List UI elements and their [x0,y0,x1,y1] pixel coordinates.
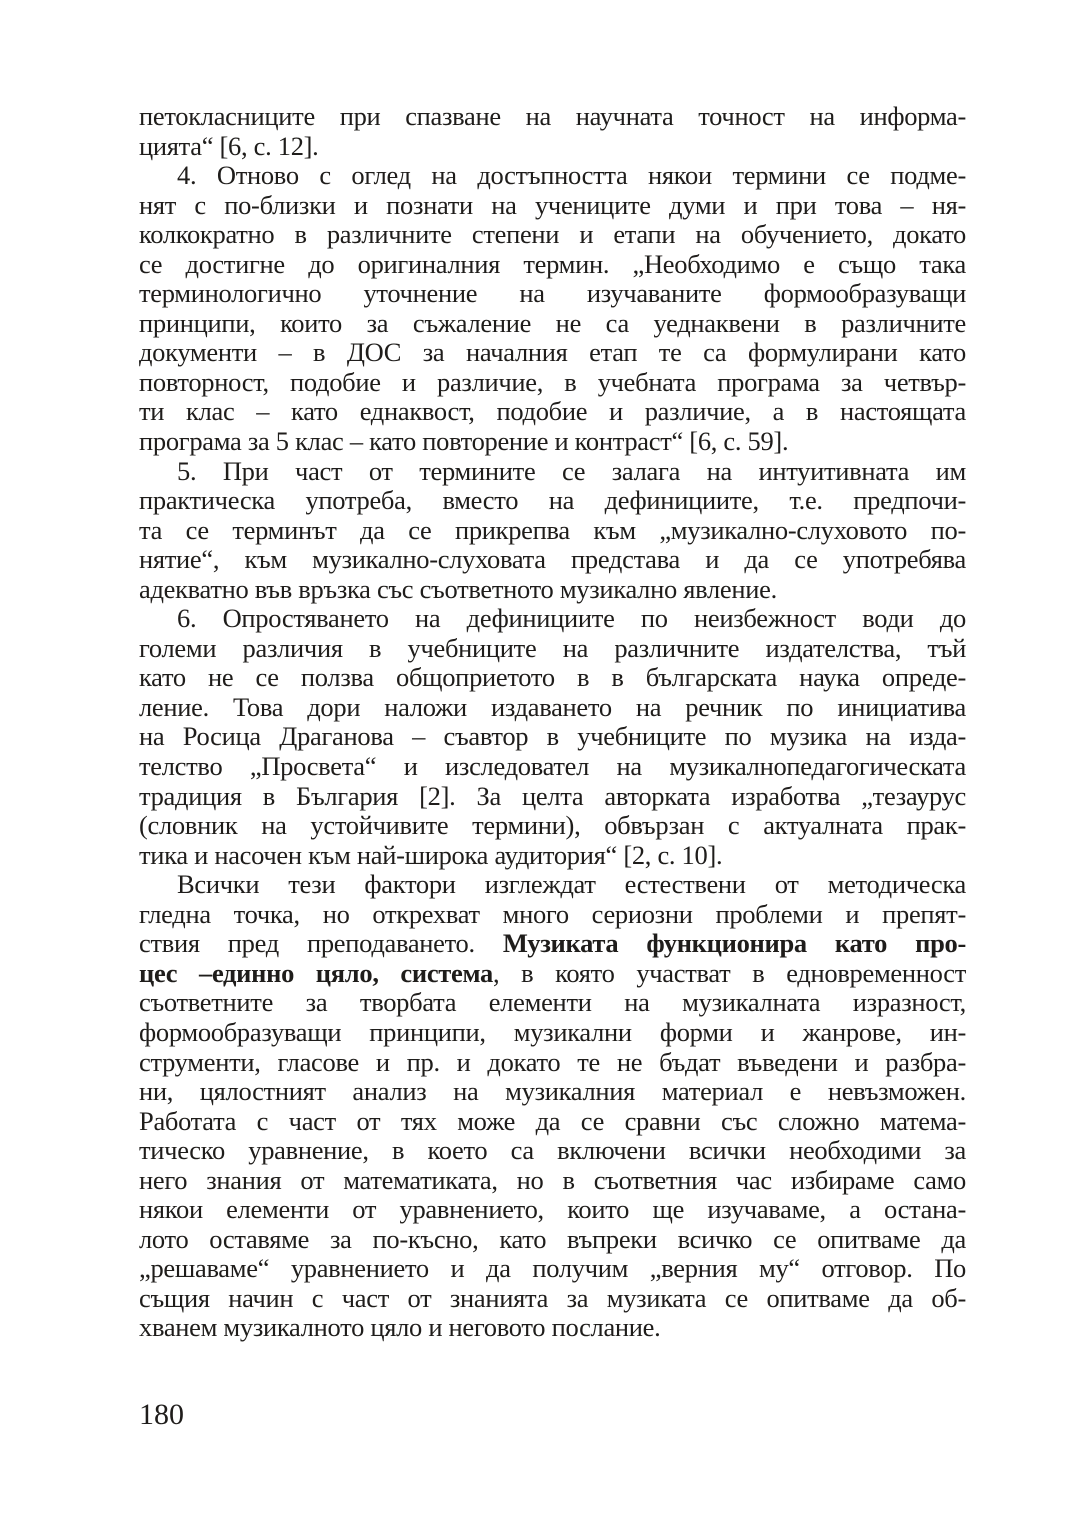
text-line [139,1284,966,1314]
text-run: документи – в ДОС за началния етап те са формулирани като [139,338,966,368]
text-line [139,250,966,280]
text-run: съответните за творбата елементи на музикалната изразност, [139,988,966,1018]
text-line [139,634,966,664]
text-run: телство „Просвета“ и изследовател на музикалнопедагогическата [139,752,966,782]
text-line [139,545,966,575]
body-text [139,102,966,1343]
text-run: нятие“, към музикално-слуховата представа и да се употребява [139,545,966,575]
text-line [139,752,966,782]
text-line [139,486,966,516]
text-line [139,279,966,309]
text-line [139,427,966,457]
text-run: практическа употреба, вместо на дефинициите, т.е. предпочи- [139,486,966,516]
text-line [139,693,966,723]
text-run: големи различия в учебниците на различните издателства, тъй [139,633,966,663]
text-run: ни, цялостният анализ на музикалния материал е невъзможен. [139,1077,966,1107]
text-run: 5. При част от термините се залага на интуитивната им [177,456,966,486]
text-run: адекватно във връзка със съответното музикално явление. [139,574,777,604]
text-run: ствия пред преподаването. [139,929,503,959]
text-run: цията“ [6, с. 12]. [139,131,319,161]
text-line [139,900,966,930]
text-line [139,309,966,339]
text-line [139,1077,966,1107]
page-number: 180 [139,1398,184,1431]
text-line [139,516,966,546]
text-run: програма за 5 клас – като повторение и контраст“ [6, с. 59]. [139,427,789,457]
text-run: Работата с част от тях може да се сравни със сложно матема- [139,1106,966,1136]
text-run: формообразуващи принципи, музикални форми и жанрове, ин- [139,1017,966,1047]
text-line [139,604,966,634]
text-line [139,132,966,162]
text-run: колкократно в различните степени и етапи на обучението, докато [139,220,966,250]
text-line [139,811,966,841]
text-line [139,457,966,487]
text-run: (словник на устойчивите термини), обвързан с актуалната прак- [139,811,966,841]
text-run: гледна точка, но открехват много сериозни проблеми и препят- [139,899,966,929]
text-line [139,1225,966,1255]
text-line [139,1195,966,1225]
text-line [139,368,966,398]
text-line [139,1048,966,1078]
text-line [139,338,966,368]
text-run: 4. Отново с оглед на достъпността някои термини се подме- [177,161,966,191]
bold-text-run: цес –единно цяло, система [139,958,494,988]
text-line [139,575,966,605]
text-run: петокласниците при спазване на научната точност на информа- [139,102,966,131]
text-line [139,663,966,693]
text-line [139,1313,966,1343]
text-line [139,191,966,221]
text-run: струменти, гласове и пр. и докато те не бъдат въведени и разбра- [139,1047,966,1077]
text-run: него знания от математиката, но в съответния час избираме само [139,1165,966,1195]
text-line [139,1166,966,1196]
text-run: принципи, които за съжаление не са уеднаквени в различните [139,308,966,338]
text-run: , в която участват в едновременност [493,958,966,988]
text-line [139,220,966,250]
text-line [139,722,966,752]
text-run: терминологично уточнение на изучаваните формообразуващи [139,279,966,309]
text-run: тика и насочен към най-широка аудитория“ [2, с. 10]. [139,840,723,870]
text-line [139,102,966,132]
text-run: нят с по-близки и познати на учениците думи и при това – ня- [139,190,966,220]
text-run: някои елементи от уравнението, които ще изучаваме, а остана- [139,1195,966,1225]
text-line [139,1254,966,1284]
text-run: традиция в България [2]. За целта авторката изработва „тезаурус [139,781,966,811]
text-line [139,161,966,191]
text-line [139,782,966,812]
text-line [139,1136,966,1166]
text-line [139,870,966,900]
text-run: ление. Това дори наложи издаването на речник по инициатива [139,692,966,722]
text-line [139,1107,966,1137]
text-run: Всички тези фактори изглеждат естествени от методическа [177,870,966,900]
text-run: ти клас – като еднаквост, подобие и различие, а в настоящата [139,397,966,427]
text-run: на Росица Драганова – съавтор в учебниците по музика на изда- [139,722,966,752]
text-run: като не се ползва общоприетото в в българската наука опреде- [139,663,966,693]
bold-text-run: Музиката функционира като про- [502,929,966,959]
text-line [139,841,966,871]
text-run: лото оставяме за по-късно, като въпреки всичко се опитваме да [139,1224,966,1254]
text-line [139,397,966,427]
text-run: „решаваме“ уравнението и да получим „верния му“ отговор. По [139,1254,966,1284]
text-line [139,929,966,959]
text-run: 6. Опростяването на дефинициите по неизбежност води до [177,604,966,634]
text-line [139,1018,966,1048]
text-line [139,988,966,1018]
text-run: се достигне до оригиналния термин. „Необходимо е също така [139,249,966,279]
text-run: същия начин с част от знанията за музиката се опитваме да об- [139,1283,966,1313]
text-line [139,959,966,989]
text-run: тическо уравнение, в което са включени всички необходими за [139,1136,966,1166]
text-run: хванем музикалното цяло и неговото послание. [139,1313,661,1343]
text-run: та се терминът да се прикрепва към „музикално-слуховото по- [139,515,966,545]
text-run: повторност, подобие и различие, в учебната програма за четвър- [139,367,966,397]
